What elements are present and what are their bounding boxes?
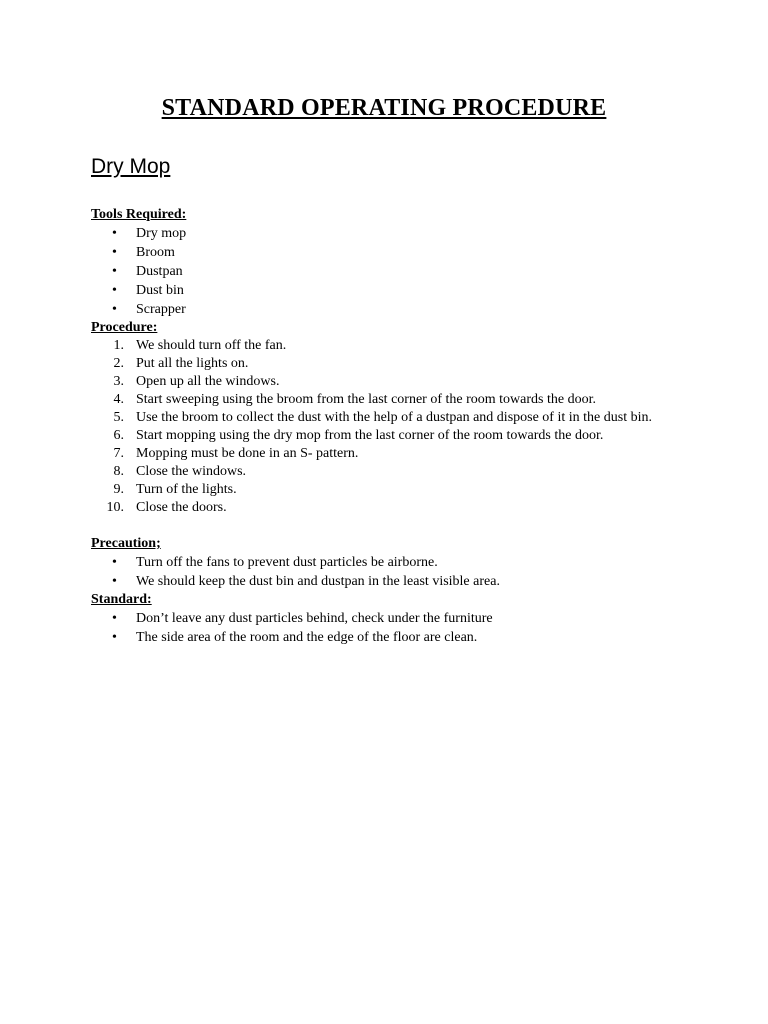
standard-heading: Standard: (91, 592, 152, 607)
list-item (91, 224, 691, 243)
list-item (91, 628, 691, 647)
step-number: 2. (113, 356, 124, 371)
section-title: Dry Mop (91, 155, 171, 178)
bullet-icon: • (112, 226, 117, 241)
bullet-icon: • (112, 264, 117, 279)
procedure-step (91, 409, 691, 427)
procedure-step (91, 445, 691, 463)
procedure-step (91, 373, 691, 391)
spacer (91, 517, 691, 535)
step-text: We should turn off the fan. (136, 338, 287, 353)
precaution-list (91, 553, 691, 591)
list-item-text: Turn off the fans to prevent dust particles be airborne. (136, 555, 438, 570)
step-number: 4. (113, 392, 124, 407)
bullet-icon: • (112, 245, 117, 260)
step-text: Use the broom to collect the dust with the help of a dustpan and dispose of it in the dust bin. (136, 410, 652, 425)
step-text: Start mopping using the dry mop from the last corner of the room towards the door. (136, 428, 604, 443)
step-number: 10. (106, 500, 124, 515)
list-item-text: Dustpan (136, 264, 183, 279)
standard-list (91, 609, 691, 647)
step-number: 9. (113, 482, 124, 497)
procedure-heading: Procedure: (91, 320, 158, 335)
step-number: 1. (113, 338, 124, 353)
tools-list (91, 224, 691, 319)
step-number: 5. (113, 410, 124, 425)
list-item (91, 262, 691, 281)
procedure-step (91, 499, 691, 517)
tools-heading: Tools Required: (91, 207, 187, 222)
bullet-icon: • (112, 302, 117, 317)
procedure-step (91, 427, 691, 445)
bullet-icon: • (112, 283, 117, 298)
procedure-step (91, 463, 691, 481)
list-item-text: Scrapper (136, 302, 186, 317)
procedure-step (91, 355, 691, 373)
step-number: 8. (113, 464, 124, 479)
procedure-step (91, 391, 691, 409)
step-text: Mopping must be done in an S- pattern. (136, 446, 359, 461)
list-item (91, 572, 691, 591)
list-item (91, 553, 691, 572)
precaution-heading: Precaution; (91, 536, 161, 551)
list-item (91, 243, 691, 262)
list-item-text: The side area of the room and the edge of the floor are clean. (136, 630, 478, 645)
procedure-step (91, 481, 691, 499)
list-item-text: Dust bin (136, 283, 184, 298)
list-item-text: Don’t leave any dust particles behind, check under the furniture (136, 611, 493, 626)
page-title: STANDARD OPERATING PROCEDURE (161, 95, 607, 121)
procedure-step (91, 337, 691, 355)
bullet-icon: • (112, 555, 117, 570)
list-item (91, 300, 691, 319)
bullet-icon: • (112, 574, 117, 589)
document-body (91, 206, 691, 647)
step-text: Close the windows. (136, 464, 247, 479)
step-text: Open up all the windows. (136, 374, 280, 389)
step-text: Turn of the lights. (136, 482, 237, 497)
list-item (91, 609, 691, 628)
list-item (91, 281, 691, 300)
bullet-icon: • (112, 611, 117, 626)
list-item-text: Broom (136, 245, 175, 260)
step-number: 3. (113, 374, 124, 389)
step-number: 6. (113, 428, 124, 443)
step-number: 7. (113, 446, 124, 461)
step-text: Close the doors. (136, 500, 227, 515)
procedure-steps (91, 337, 691, 517)
step-text: Start sweeping using the broom from the last corner of the room towards the door. (136, 392, 596, 407)
list-item-text: Dry mop (136, 226, 187, 241)
list-item-text: We should keep the dust bin and dustpan in the least visible area. (136, 574, 500, 589)
step-text: Put all the lights on. (136, 356, 249, 371)
bullet-icon: • (112, 630, 117, 645)
